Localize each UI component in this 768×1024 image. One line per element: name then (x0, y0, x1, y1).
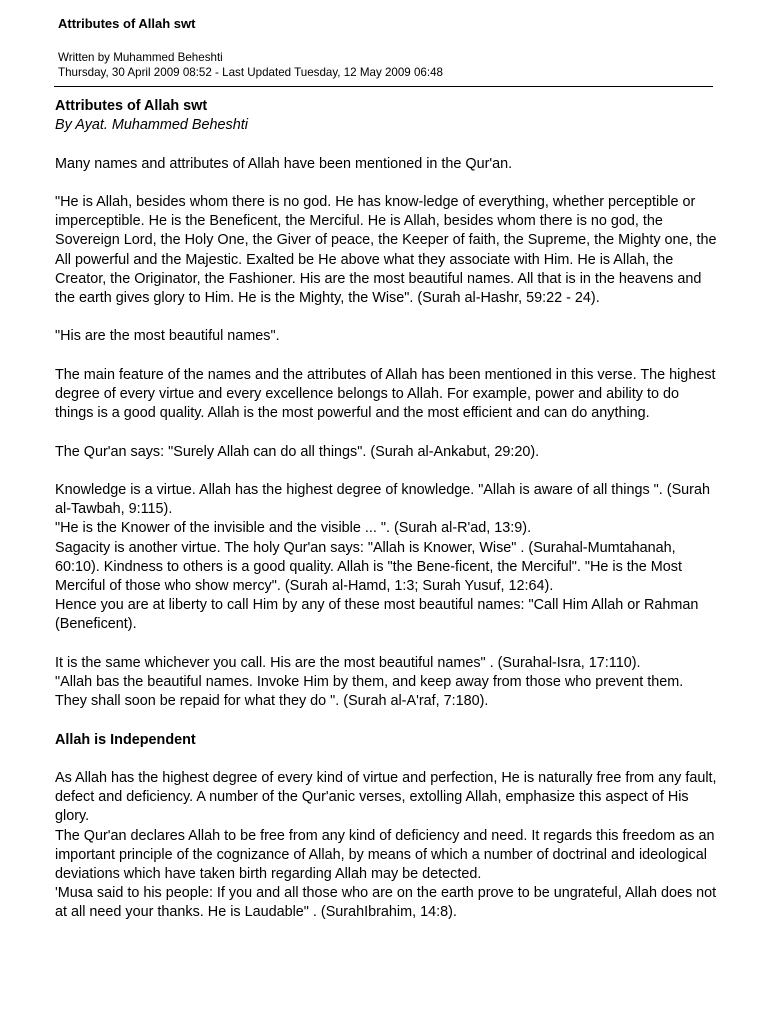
paragraph-quote-ankabut: The Qur'an says: "Surely Allah can do all things". (Surah al-Ankabut, 29:20). (55, 443, 540, 460)
date-line: Thursday, 30 April 2009 08:52 - Last Updated Tuesday, 12 May 2009 06:48 (58, 65, 443, 79)
header-meta (58, 51, 443, 80)
header-divider (54, 86, 713, 87)
paragraph-intro: Many names and attributes of Allah have been mentioned in the Qur'an. (55, 155, 513, 172)
paragraph-whichever: It is the same whichever you call. His are the most beautiful names" . (Surahal-Isra, 17:110). (55, 654, 641, 671)
paragraph-musa: 'Musa said to his people: If you and all those who are on the earth prove to be ungrateful, Allah does not at all need your thanks. He is Laudable" . (SurahIbrahim, 14:8). (55, 885, 717, 921)
paragraph-beautiful-names: "His are the most beautiful names". (55, 328, 280, 345)
paragraph-quote-hashr: "He is Allah, besides whom there is no god. He has know-ledge of everything, whether perceptible or imperceptible. He is the Beneficent, the Merciful. He is Allah, besides whom there is no god, the Sovereign Lord, the Holy One, the Giver of peace, the Keeper of faith, the Supreme, the Mighty one, the All powerful and the Majestic. Exalted be He above what they associate with Him. He is Allah, the Creator, the Originator, the Fashioner. His are the most beautiful names. All that is in the heavens and the earth gives glory to Him. He is the Mighty, the Wise". (Surah al-Hashr, 59:22 - 24). (55, 193, 717, 306)
paragraph-knower: "He is the Knower of the invisible and the visible ... ". (Surah al-R'ad, 13:9). (55, 520, 532, 537)
section-heading: Allah is Independent (55, 731, 196, 748)
paragraph-liberty: Hence you are at liberty to call Him by any of these most beautiful names: "Call Him Allah or Rahman (Beneficent). (55, 597, 699, 633)
article-body (55, 97, 717, 923)
paragraph-sagacity: Sagacity is another virtue. The holy Qur'an says: "Allah is Knower, Wise" . (Surahal-Mumtahanah, 60:10). Kindness to others is a good quality. Allah is "the Bene-ficent, the Merciful". "He is the Most Merciful of those who show mercy". (Surah al-Hamd, 1:3; Surah Yusuf, 12:64). (55, 539, 682, 594)
paragraph-perfection: As Allah has the highest degree of every kind of virtue and perfection, He is naturally free from any fault, defect and deficiency. A number of the Qur'anic verses, extolling Allah, emphasize this aspect of His glory. (55, 769, 717, 825)
paragraph-invoke: "Allah bas the beautiful names. Invoke Him by them, and keep away from those who prevent them. They shall soon be repaid for what they do ". (Surah al-A'raf, 7:180). (55, 673, 684, 710)
paragraph-main-feature: The main feature of the names and the attributes of Allah has been mentioned in this verse. The highest degree of every virtue and every excellence belongs to Allah. For example, power and ability to do things is a good quality. Allah is the most powerful and the most efficient and can do anything. (55, 366, 716, 422)
article-byline: By Ayat. Muhammed Beheshti (55, 117, 248, 134)
article-title: Attributes of Allah swt (55, 98, 208, 114)
paragraph-deficiency: The Qur'an declares Allah to be free from any kind of deficiency and need. It regards this freedom as an important principle of the cognizance of Allah, by means of which a number of doctrinal and ideological deviations which have taken birth regarding Allah may be detected. (55, 827, 715, 882)
author-line: Written by Muhammed Beheshti (58, 51, 223, 64)
header-title: Attributes of Allah swt (58, 16, 196, 31)
paragraph-knowledge: Knowledge is a virtue. Allah has the highest degree of knowledge. "Allah is aware of all things ". (Surah al-Tawbah, 9:115). (55, 481, 710, 518)
